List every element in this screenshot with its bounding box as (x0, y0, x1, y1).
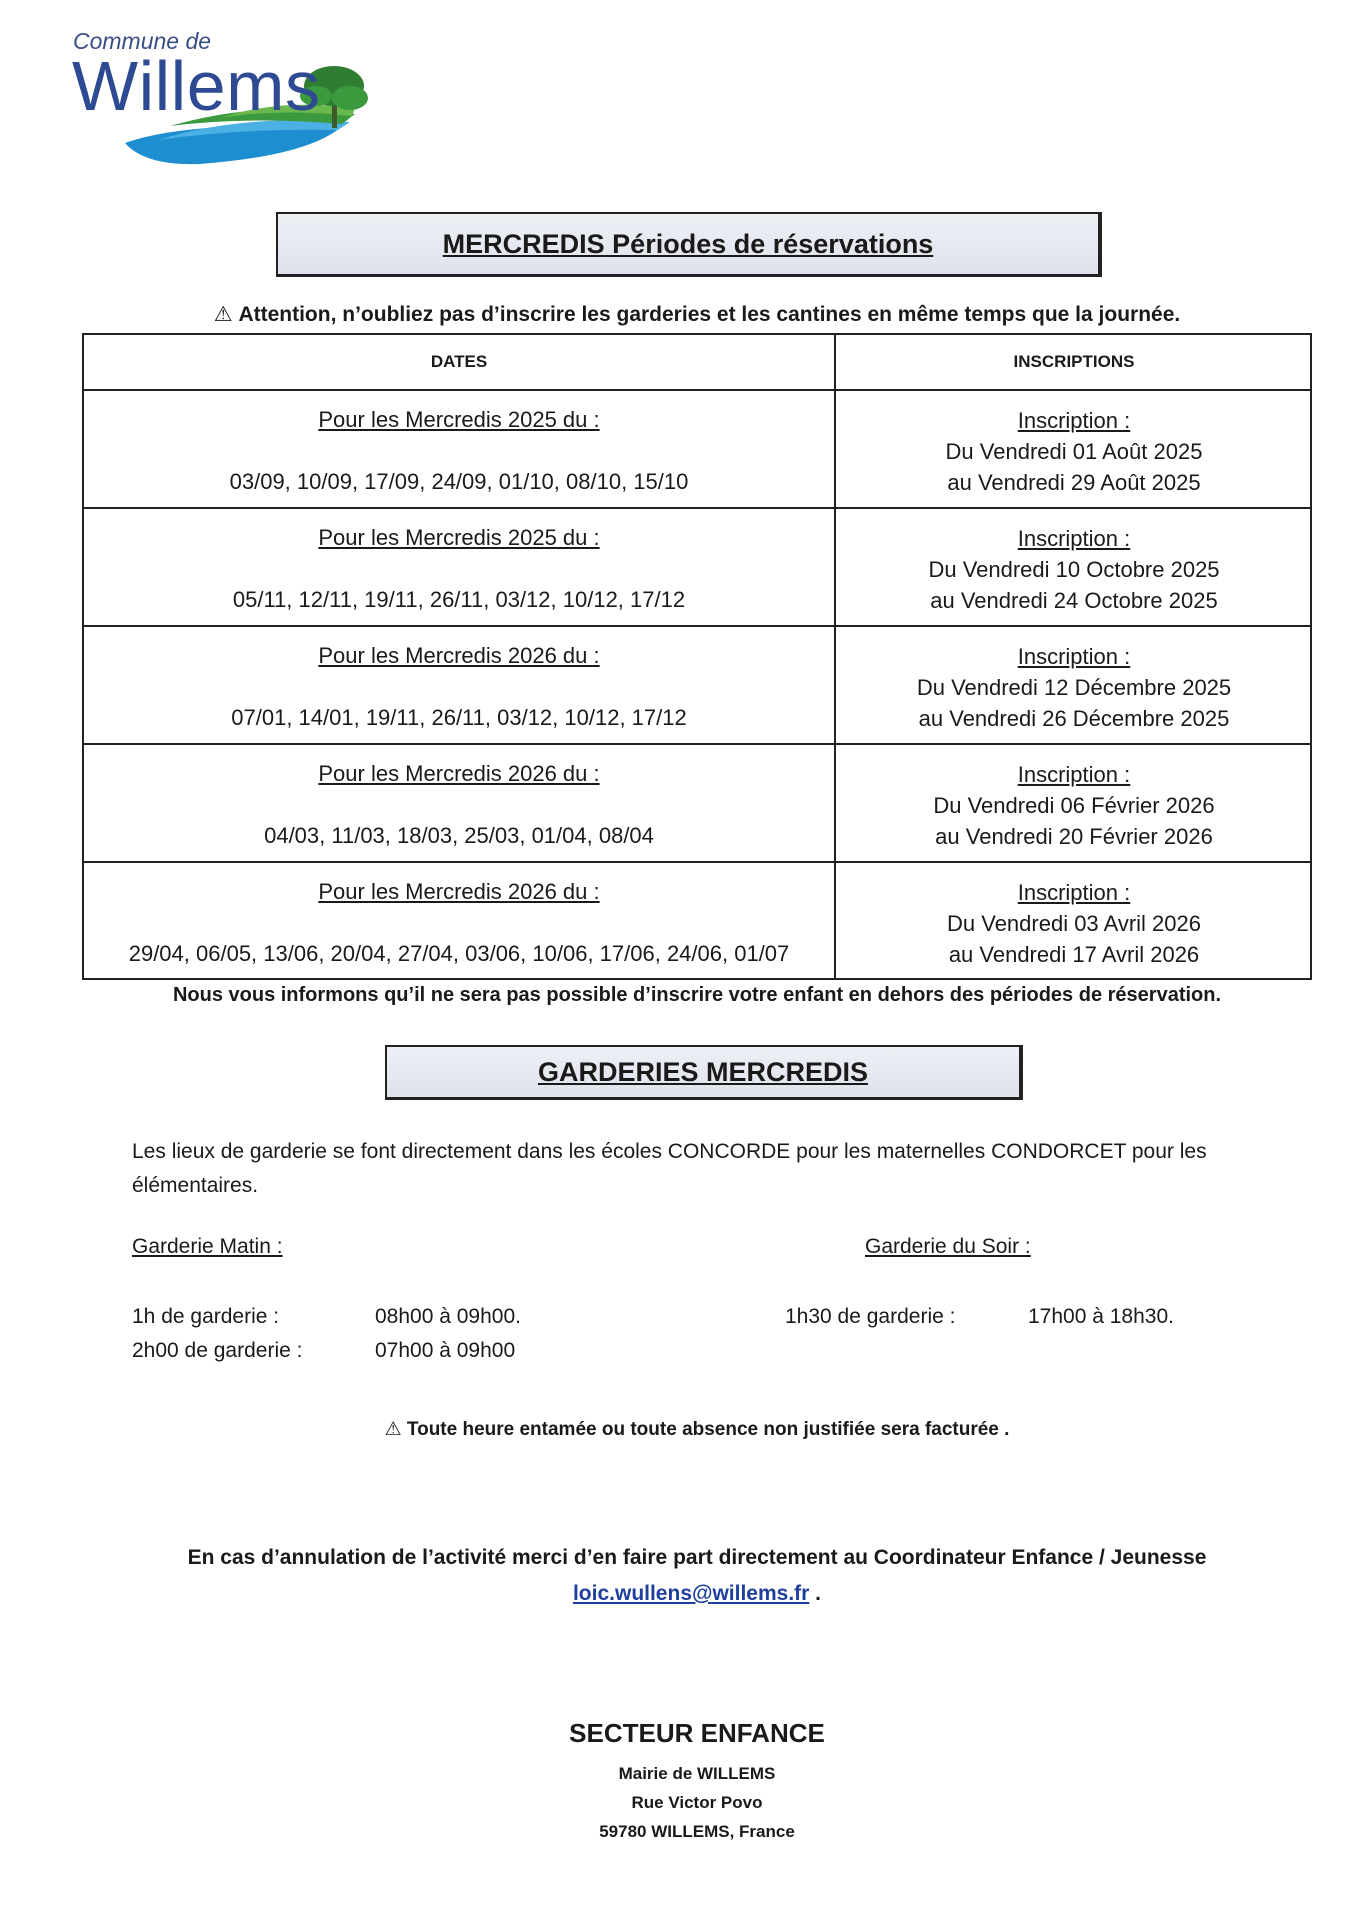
dates-list: 05/11, 12/11, 19/11, 26/11, 03/12, 10/12, 17/12 (232, 587, 686, 612)
table-row (84, 509, 1310, 625)
inscription-from: Du Vendredi 10 Octobre 2025 (928, 557, 1220, 582)
heading-strong: MERCREDIS (442, 229, 605, 259)
dates-list: 04/03, 11/03, 18/03, 25/03, 01/04, 08/04 (264, 823, 654, 848)
inscription-to: au Vendredi 26 Décembre 2025 (918, 706, 1230, 731)
reservation-note: Nous vous informons qu’il ne sera pas possible d’inscrire votre enfant en dehors des périodes de réservation. (172, 984, 1222, 1006)
warning-billing (82, 1418, 1312, 1441)
table-row (84, 863, 1310, 979)
inscription-label: Inscription : (1017, 644, 1131, 669)
matin-1-hours: 08h00 à 09h00. (375, 1305, 521, 1328)
dates-cell (84, 627, 834, 743)
matin-2-hours: 07h00 à 09h00 (375, 1339, 516, 1362)
cancellation-text: En cas d’annulation de l’activité merci d’en faire part directement au Coordinateur Enfance / Jeunesse (187, 1546, 1207, 1569)
reservations-heading (276, 212, 1102, 277)
inscription-label: Inscription : (1017, 526, 1131, 551)
table-row (84, 745, 1310, 861)
inscription-cell (836, 745, 1312, 861)
dates-cell (84, 745, 834, 861)
logo-subtitle: Commune de (73, 28, 212, 54)
soir-1-label: 1h30 de garderie : (785, 1305, 956, 1328)
dates-list: 03/09, 10/09, 17/09, 24/09, 01/10, 08/10, 15/10 (229, 469, 689, 494)
inscription-cell (836, 627, 1312, 743)
dates-label: Pour les Mercredis 2026 du : (318, 761, 600, 786)
garderies-heading-text: GARDERIES MERCREDIS (537, 1057, 869, 1087)
dates-cell (84, 509, 834, 625)
matin-1-label: 1h de garderie : (132, 1305, 280, 1328)
footer-title: SECTEUR ENFANCE (569, 1718, 825, 1748)
dates-label: Pour les Mercredis 2025 du : (318, 407, 600, 432)
soir-1-hours: 17h00 à 18h30. (1028, 1305, 1174, 1328)
dates-cell (84, 863, 834, 979)
dates-label: Pour les Mercredis 2026 du : (318, 643, 600, 668)
dates-cell (84, 391, 834, 507)
warning-text: Attention, n’oubliez pas d’inscrire les garderies et les cantines en même temps que la journée. (238, 303, 1181, 326)
inscription-cell (836, 863, 1312, 979)
inscription-label: Inscription : (1017, 880, 1131, 905)
garderie-matin-title: Garderie Matin : (132, 1235, 283, 1258)
email-punctuation: . (809, 1582, 822, 1605)
heading-rest: Périodes de réservations (604, 229, 934, 259)
garderie-description: Les lieux de garderie se font directement dans les écoles CONCORDE pour les maternelles CONDORCET pour les élémentaires. (132, 1140, 1207, 1197)
table-header-dates: DATES (430, 352, 488, 371)
garderie-soir-title: Garderie du Soir : (865, 1235, 1031, 1258)
footer-address (82, 1718, 1312, 1846)
footer-line-3: 59780 WILLEMS, France (599, 1822, 795, 1841)
dates-label: Pour les Mercredis 2026 du : (318, 879, 600, 904)
warning-icon: ⚠ (384, 1419, 407, 1440)
matin-2-label: 2h00 de garderie : (132, 1339, 303, 1362)
inscription-label: Inscription : (1017, 408, 1131, 433)
inscription-from: Du Vendredi 01 Août 2025 (945, 439, 1203, 464)
table-header-inscriptions: INSCRIPTIONS (1013, 352, 1135, 371)
inscription-cell (836, 509, 1312, 625)
warning-icon: ⚠ (213, 303, 239, 326)
garderies-heading (385, 1045, 1023, 1100)
inscription-to: au Vendredi 20 Février 2026 (935, 824, 1213, 849)
inscription-from: Du Vendredi 12 Décembre 2025 (916, 675, 1232, 700)
dates-label: Pour les Mercredis 2025 du : (318, 525, 600, 550)
dates-list: 29/04, 06/05, 13/06, 20/04, 27/04, 03/06, 10/06, 17/06, 24/06, 01/07 (128, 941, 790, 966)
inscription-from: Du Vendredi 03 Avril 2026 (947, 911, 1201, 936)
logo-title: Willems (72, 47, 321, 125)
inscription-label: Inscription : (1017, 762, 1131, 787)
inscription-to: au Vendredi 17 Avril 2026 (948, 942, 1200, 967)
cancellation-notice (82, 1540, 1312, 1612)
warning-billing-text: Toute heure entamée ou toute absence non justifiée sera facturée . (406, 1419, 1010, 1440)
inscription-to: au Vendredi 29 Août 2025 (947, 470, 1201, 495)
warning-registration (82, 302, 1312, 327)
table-row (84, 391, 1310, 507)
inscription-from: Du Vendredi 06 Février 2026 (933, 793, 1215, 818)
inscription-to: au Vendredi 24 Octobre 2025 (930, 588, 1218, 613)
dates-list: 07/01, 14/01, 19/11, 26/11, 03/12, 10/12, 17/12 (231, 705, 687, 730)
footer-line-2: Rue Victor Povo (631, 1793, 763, 1812)
footer-line-1: Mairie de WILLEMS (618, 1764, 776, 1783)
coordinator-email-link[interactable]: loic.wullens@willems.fr (572, 1582, 810, 1605)
table-row (84, 627, 1310, 743)
reservations-table (82, 333, 1312, 980)
inscription-cell (836, 391, 1312, 507)
